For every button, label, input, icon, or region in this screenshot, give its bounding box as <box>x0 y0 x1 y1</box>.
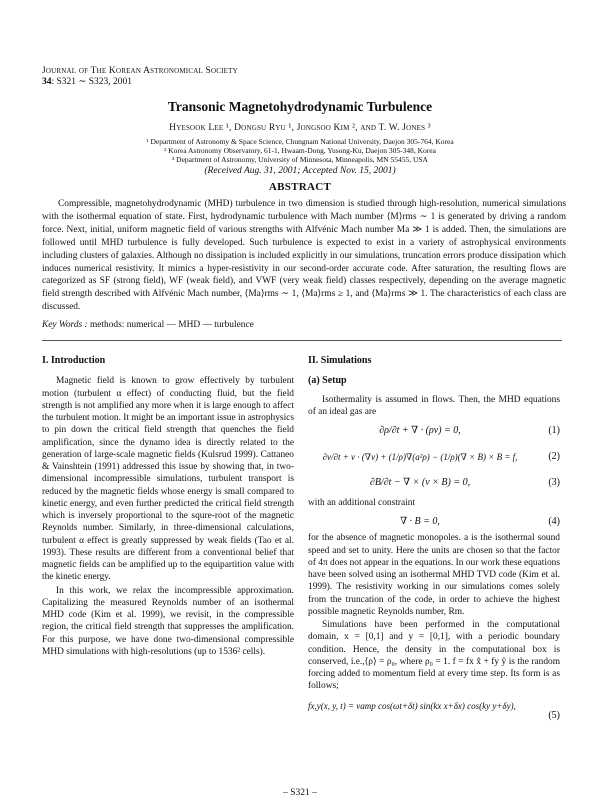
equation-5-expression: fx,y(x, y, t) = vamp cos(ωt+δt) sin(kx x+δx) cos(ky y+δy), <box>308 700 516 711</box>
volume-number: 34 <box>42 77 52 87</box>
page-number: – S321 – <box>283 788 317 798</box>
equation-2 <box>308 445 560 471</box>
affiliation-2: ² Korea Astronomy Observatory, 61-1, Hwaam-Dong, Yusong-Ku, Daejon 305-348, Korea <box>164 146 436 155</box>
received-dates: (Received Aug. 31, 2001; Accepted Nov. 15, 2001) <box>204 166 396 176</box>
intro-paragraph-2: In this work, we relax the incompressible approximation. Capitalizing the measured Reynolds number of an isothermal MHD code (Kim et al. 1999), we revisit, in the compressible region, the critical field strength that suppresses the amplification. For this purpose, we have done two-dimensional compressible MHD simulations with high-resolutions (up to 1536² cells). <box>42 585 294 657</box>
left-column <box>42 355 294 659</box>
equation-4-number: (4) <box>548 516 560 528</box>
paper-title: Transonic Magnetohydrodynamic Turbulence <box>167 99 433 114</box>
section-heading-introduction: I. Introduction <box>42 355 106 366</box>
keywords-label: Key Words : <box>42 320 88 330</box>
equation-2-number: (2) <box>548 451 560 462</box>
affiliation-3: ³ Department of Astronomy, University of Minnesota, Minneapolis, MN 55455, USA <box>172 155 428 164</box>
equation-5-number: (5) <box>548 709 560 721</box>
equation-5 <box>308 694 560 721</box>
equation-1-number: (1) <box>548 425 560 436</box>
right-column <box>308 355 560 721</box>
equation-3-number: (3) <box>548 477 560 488</box>
equation-1 <box>308 419 560 445</box>
affiliation-1: ¹ Department of Astronomy & Space Science, Chungnam National University, Daejon 305-764, Korea <box>146 137 454 146</box>
author-list: Hyesook Lee ¹, Dongsu Ryu ¹, Jongsoo Kim ², and T. W. Jones ³ <box>169 123 431 133</box>
section-heading-simulations: II. Simulations <box>308 355 372 366</box>
abstract-text: Compressible, magnetohydrodynamic (MHD) turbulence in two dimension is studied through high-resolution, numerical simulations with the isothermal equation of state. First, hydrodynamic turbulence with Mach number ⟨M⟩rms ∼ 1 is generated by driving a random force. Next, initial, uniform magnetic field of various strengths with Alfvénic Mach number Ma ≫ 1 is added. Then, the simulations are followed until MHD turbulence is fully developed. Such turbulence is expected to exist in a variety of astrophysical environments including clusters of galaxies. Although no dissipation is included explicitly in our simulations, truncation errors produce dissipation which induces numerical resistivity. It mimics a hyper-resistivity in our second-order accurate code. After saturation, the resulting flows are categorized as SF (strong field), WF (weak field), and VWF (very weak field) classes respectively, depending on the average magnetic field strength described with Alfvénic Mach number, ⟨Ma⟩rms ∼ 1, ⟨Ma⟩rms ≥ 1, and ⟨Ma⟩rms ≫ 1. The characteristics of each class are discussed. <box>42 199 566 313</box>
equation-1-expression: ∂ρ/∂t + ∇ · (ρv) = 0, <box>379 425 461 436</box>
equation-2-expression: ∂v/∂t + v · (∇v) + (1/ρ)∇(a²ρ) − (1/ρ)(∇ × B) × B = f, <box>322 452 518 462</box>
intro-paragraph-1: Magnetic field is known to grow effectively by turbulent motion (turbulent α effect) of conducting fluid, but the field strength is not amplified any more when it is large enough to affect the turbulent motion. It might be an important issue in astrophysics to pin down the critical field strength that quenches the field amplification, since the dynamo idea is directly related to the generation of large-scale magnetic fields (Kulsrud 1999). Cattaneo & Vainshtein (1991) addressed this issue by showing that, in two-dimensional incompressible simulations, turbulent transport is reduced by the magnetic fields whose energy is small compared to kinetic energy, and even further predicted the critical field strength which is inversely proportional to the squre-root of the magnetic Reynolds number. Similarly, in three-dimensional calculations, turbulent α effect is greatly suppressed by weak fields (Tao et al. 1993). These results are different from a conventional belief that magnetic fields can be amplified up to the equipartition value with the kinetic energy. <box>42 376 294 583</box>
setup-paragraph-1: Isothermality is assumed in flows. Then, the MHD equations of an ideal gas are <box>308 394 560 417</box>
abstract-heading: ABSTRACT <box>268 181 332 193</box>
equation-3-expression: ∂B/∂t − ∇ × (v × B) = 0, <box>369 477 471 488</box>
equation-4-expression: ∇ · B = 0, <box>400 516 440 528</box>
section-divider <box>42 340 562 341</box>
volume-pages <box>42 77 238 88</box>
setup-paragraph-3: for the absence of magnetic monopoles. a is the isothermal sound speed and set to unity. Here the units are chosen so that the factor of 4π does not appear in the equations. In our work these equations have been solved using an isothermal MHD TVD code (Kim et al. 1999). The resistivity working in our simulations comes solely from the truncation of the code, in order to achieve the highest possible magnetic Reynolds number, Rm. <box>308 533 560 617</box>
keywords-text: methods: numerical — MHD — turbulence <box>87 320 254 330</box>
keywords <box>42 320 254 330</box>
setup-paragraph-2: with an additional constraint <box>308 498 416 508</box>
equation-3 <box>308 471 560 497</box>
subsection-heading-setup: (a) Setup <box>308 375 347 387</box>
equation-4 <box>308 510 560 532</box>
journal-name: Journal of The Korean Astronomical Society <box>42 66 238 76</box>
setup-paragraph-4: Simulations have been performed in the computational domain, x = [0,1] and y = [0,1], with a periodic boundary condition. Hence, the density in the computational box is conserved, i.e.,⟨ρ⟩ = ρ₀, where ρ₀ = 1. f = fx x̂ + fy ŷ is the random forcing added to momentum field at every time step. Its form is as follows; <box>308 620 560 692</box>
journal-header <box>42 66 238 88</box>
page-range: : S321 ∼ S323, 2001 <box>51 77 133 87</box>
